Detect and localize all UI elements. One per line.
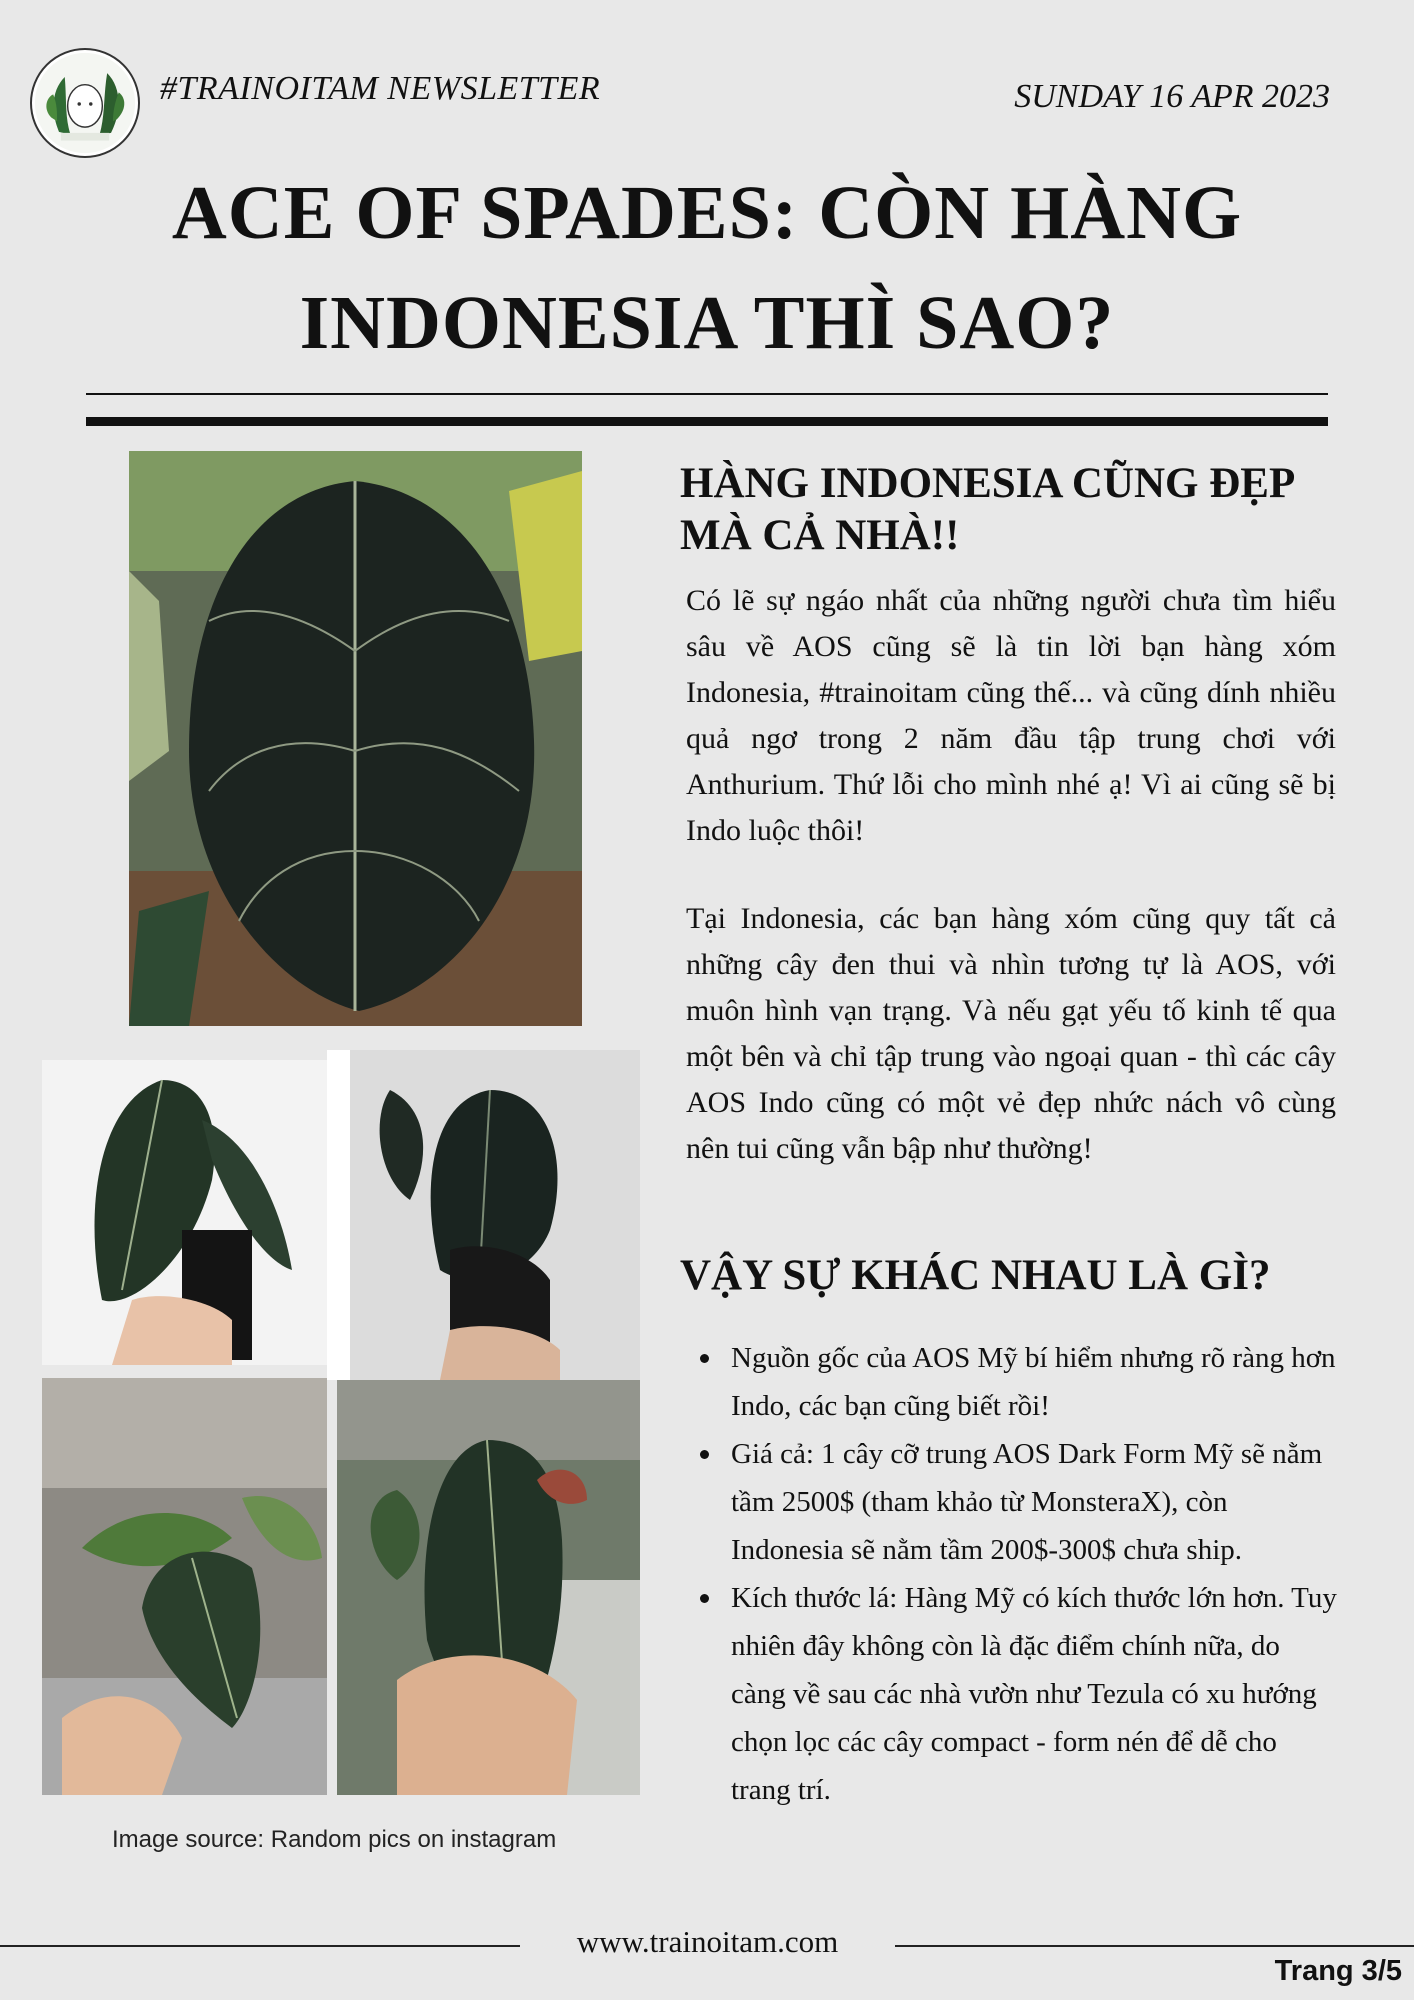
section1-heading: HÀNG INDONESIA CŨNG ĐẸP MÀ CẢ NHÀ!! [680, 460, 1293, 559]
newsletter-title: #TRAINOITAM NEWSLETTER [160, 70, 601, 107]
website-link[interactable]: www.trainoitam.com [576, 1924, 839, 1959]
anthurium-dark-pot-photo [350, 1050, 640, 1380]
anthurium-hand-photo [42, 1378, 327, 1795]
section2-heading: VẬY SỰ KHÁC NHAU LÀ GÌ? [680, 1252, 1271, 1299]
list-item: Kích thước lá: Hàng Mỹ có kích thước lớn hơn. Tuy nhiên đây không còn là đặc điểm chính nữa, do càng về sau các nhà vườn như Tezula có xu hướng chọn lọc các cây compact - form nén để dễ cho trang trí. [700, 1574, 1340, 1814]
list-item: Nguồn gốc của AOS Mỹ bí hiểm nhưng rõ ràng hơn Indo, các bạn cũng biết rồi! [700, 1334, 1340, 1430]
section1-paragraph: Có lẽ sự ngáo nhất của những người chưa tìm hiểu sâu về AOS cũng sẽ là tin lời bạn hàng xóm Indonesia, #trainoitam cũng thế... và cũng dính nhiều quả ngơ trong 2 năm đầu tập trung chơi với Anthurium. Thứ lỗi cho mình nhé ạ! Vì ai cũng sẽ bị Indo luộc thôi! [686, 584, 1336, 847]
anthurium-palm-photo [337, 1380, 640, 1795]
photo-separator [327, 1050, 350, 1380]
image-source-caption: Image source: Random pics on instagram [112, 1826, 557, 1853]
page-number: Trang 3/5 [1274, 1955, 1402, 1987]
issue-date: SUNDAY 16 APR 2023 [1014, 78, 1330, 115]
footer-divider-right [895, 1945, 1414, 1947]
list-item: Giá cả: 1 cây cỡ trung AOS Dark Form Mỹ sẽ nằm tầm 2500$ (tham khảo từ MonsteraX), còn Indonesia sẽ nằm tầm 200$-300$ chưa ship. [700, 1430, 1340, 1574]
anthurium-leaf-photo [129, 451, 582, 1026]
section1-paragraph: Tại Indonesia, các bạn hàng xóm cũng quy tất cả những cây đen thui và nhìn tương tự là AOS, với muôn hình vạn trạng. Và nếu gạt yếu tố kinh tế qua một bên và chỉ tập trung vào ngoại quan - thì các cây AOS Indo cũng có một vẻ đẹp nhức nách vô cùng nên tui cũng vẫn bập như thường! [686, 902, 1336, 1165]
page-headline: ACE OF SPADES: CÒN HÀNG INDONESIA THÌ SAO? [171, 171, 1243, 365]
differences-list [700, 1334, 1340, 1814]
divider-thick [86, 417, 1328, 426]
footer-divider-left [0, 1945, 520, 1947]
anthurium-in-pot-photo [42, 1060, 327, 1365]
newsletter-logo [30, 48, 140, 158]
divider-thin [86, 393, 1328, 395]
